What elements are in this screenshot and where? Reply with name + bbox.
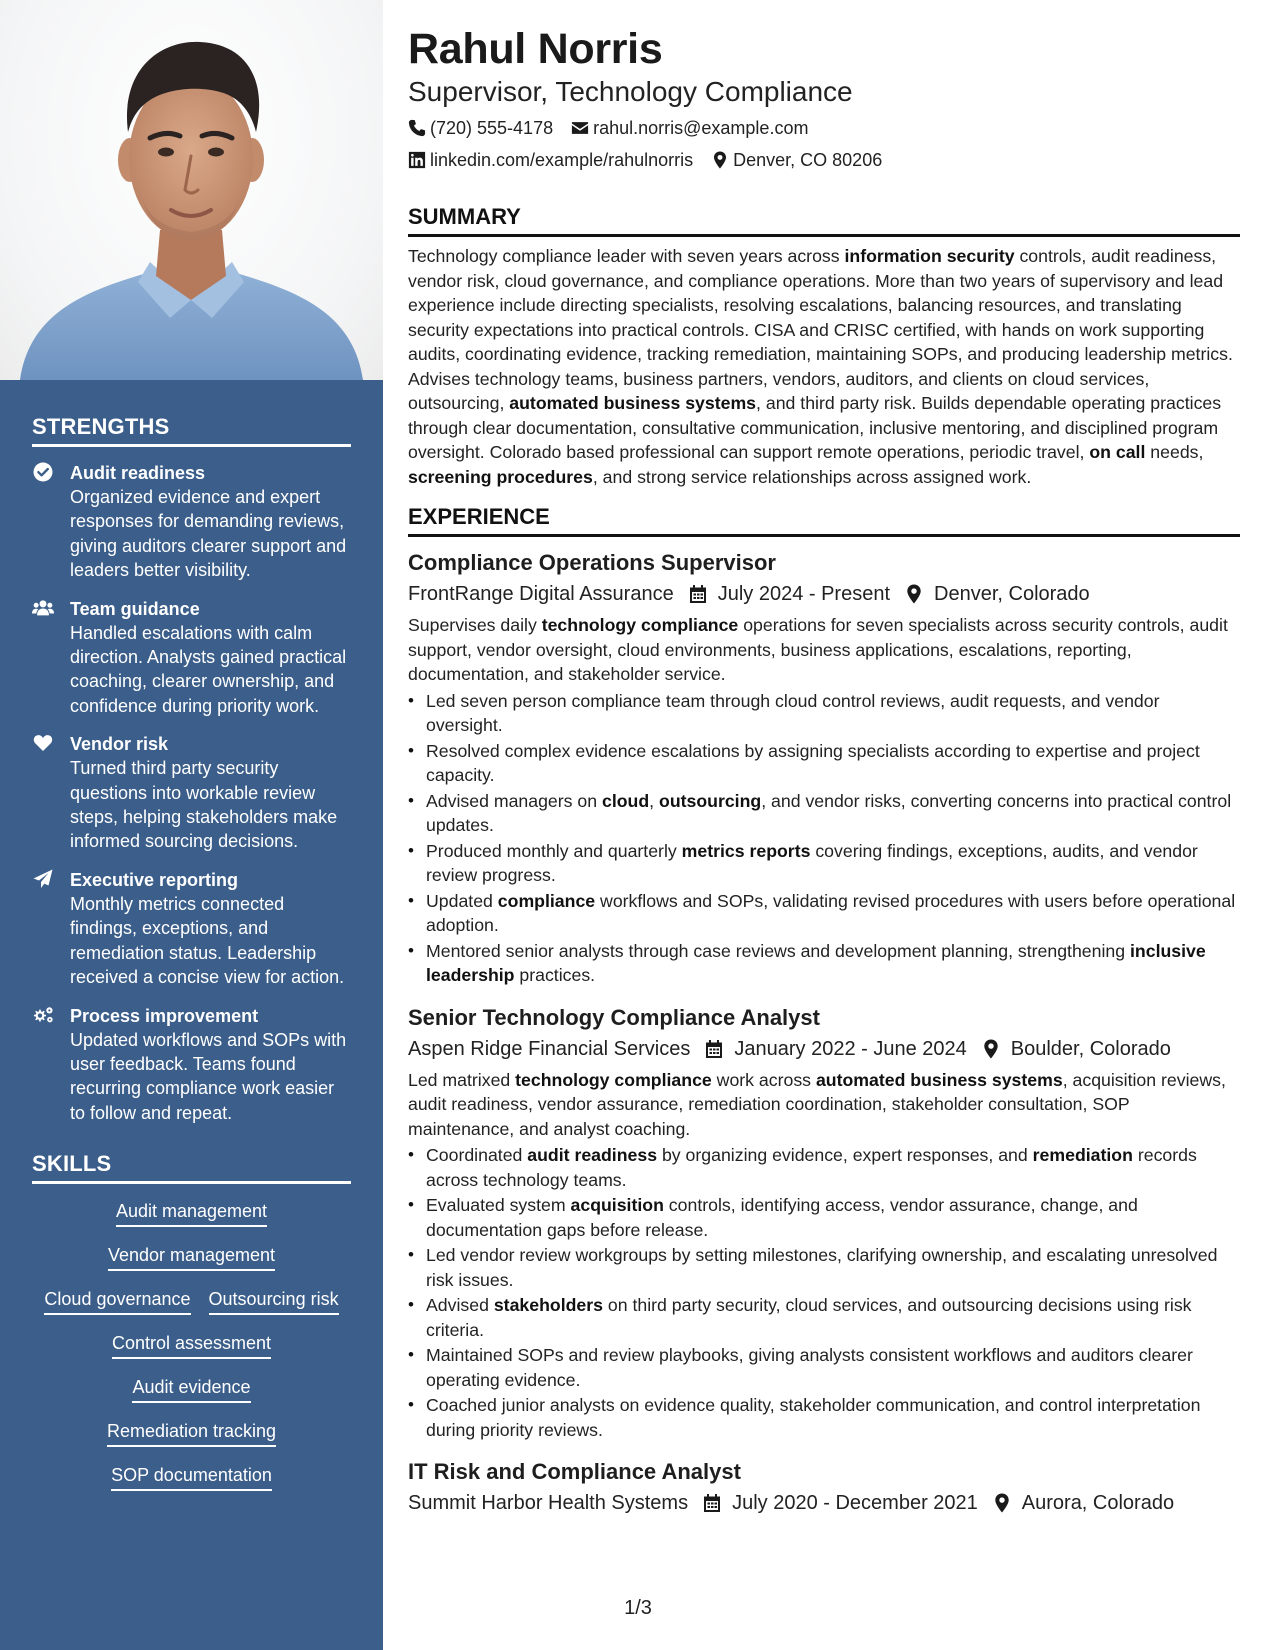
bullet-text: Evaluated system: [426, 1195, 571, 1215]
bullet-item: [408, 739, 1240, 788]
bullet-text: Maintained SOPs and review playbooks, giving analysts consistent workflows and auditors clearer operating evidence.: [426, 1345, 1193, 1390]
bullet-text: Led vendor review workgroups by setting milestones, clarifying ownership, and escalating unresolved risk issues.: [426, 1245, 1218, 1290]
paper-plane-icon: [32, 868, 70, 990]
summary-part: Technology compliance leader with seven years across: [408, 246, 845, 266]
bullet-text: Produced monthly and quarterly: [426, 840, 682, 861]
contact-row: [408, 115, 1240, 141]
bullet-text: covering findings, exceptions, audits, and vendor review progress.: [426, 840, 1198, 885]
skill-tag: Audit management: [116, 1199, 267, 1227]
skills-list: [32, 1192, 351, 1500]
skill-tag: Outsourcing risk: [209, 1287, 339, 1315]
summary-heading: SUMMARY: [408, 203, 1240, 237]
skills-heading: SKILLS: [32, 1151, 351, 1184]
job-location: [992, 1489, 1174, 1517]
job-meta: [408, 1489, 1240, 1517]
desc-part: Led matrixed: [408, 1069, 516, 1090]
bullet-text: practices.: [514, 965, 596, 985]
summary-keyword: on call: [1089, 442, 1146, 462]
bullet-item: [408, 1393, 1240, 1442]
job-dates: [704, 1035, 966, 1063]
job-location-text: Boulder, Colorado: [1010, 1037, 1171, 1060]
bullet-text: controls, identifying access, vendor assurance, change, and documentation gaps before release.: [426, 1195, 1138, 1240]
bullet-text: Mentored senior analysts through case reviews and development planning, strengthening: [426, 940, 1131, 961]
strength-desc: Turned third party security questions into workable review steps, helping stakeholders make informed sourcing decisions.: [70, 758, 338, 852]
bullet-text: Updated: [426, 890, 498, 911]
desc-keyword: technology compliance: [515, 1069, 712, 1090]
bullet-text: Led seven person compliance team through cloud control reviews, audit requests, and vendor oversight.: [426, 690, 1160, 735]
bullet-keyword: outsourcing: [659, 790, 762, 811]
desc-part: Supervises daily: [408, 615, 542, 635]
job-entry: [408, 1458, 1240, 1517]
job-dates-text: July 2020 - December 2021: [732, 1492, 978, 1514]
strength-item: [32, 1004, 351, 1126]
bullet-keyword: audit readiness: [527, 1145, 658, 1165]
skill-tag: Remediation tracking: [107, 1419, 276, 1447]
job-dates-text: January 2022 - June 2024: [734, 1037, 967, 1060]
skill-tag: SOP documentation: [111, 1463, 272, 1491]
strength-desc: Handled escalations with calm direction. Analysts gained practical coaching, clearer ownership, and confidence during priority work.: [70, 622, 347, 716]
summary-part: controls, audit readiness, vendor risk, cloud governance, and compliance operations. More than two years of supervisory and lead experience include directing specialists, resolving escalations, balancing resources, and translating security expectations into practical controls. CISA and CRISC certified, with hands on work supporting audits, coordinating evidence, tracking remediation, maintaining SOPs, and producing leadership metrics. Advises technology teams, business partners, vendors, auditors, and clients on cloud services, outsourcing,: [408, 246, 1233, 413]
phone-number: (720) 555-4178: [430, 118, 554, 138]
job-meta: [408, 580, 1240, 608]
job-dates-text: July 2024 - Present: [717, 583, 891, 605]
sidebar-content: [32, 380, 351, 1500]
linkedin-icon: [408, 151, 430, 169]
job-entry: [408, 549, 1240, 988]
skill-tag: Audit evidence: [132, 1375, 250, 1403]
summary-part: , and third party risk. Builds dependable operating practices through clear documentation, consultative communication, inclusive mentoring, and disciplined program oversight. Colorado based professional can support remote operations, periodic travel,: [408, 393, 1222, 462]
bullet-text: , and vendor risks, converting concerns into practical control updates.: [426, 790, 1232, 835]
bullet-item: [408, 1293, 1240, 1342]
bullet-item: [408, 1143, 1240, 1192]
calendar-icon: [688, 584, 718, 604]
company-name: Aspen Ridge Financial Services: [408, 1037, 691, 1060]
bullet-item: [408, 1243, 1240, 1292]
job-title: Senior Technology Compliance Analyst: [408, 1004, 820, 1030]
linkedin-url: linkedin.com/example/rahulnorris: [430, 150, 694, 170]
map-marker-icon: [904, 584, 934, 604]
job-title: Compliance Operations Supervisor: [408, 550, 776, 575]
job-title: IT Risk and Compliance Analyst: [408, 1459, 741, 1484]
bullet-item: [408, 789, 1240, 838]
strength-title: Audit readiness: [70, 463, 206, 483]
bullet-text: Resolved complex evidence escalations by assigning specialists according to expertise and project capacity.: [426, 740, 1200, 785]
bullet-keyword: inclusive leadership: [426, 940, 1206, 985]
page-number: 1/3: [624, 1597, 652, 1619]
bullet-text: Advised managers on: [426, 790, 602, 811]
portrait-illustration: [0, 0, 383, 380]
skill-tag: Control assessment: [112, 1331, 271, 1359]
summary-text: [408, 244, 1240, 489]
bullet-text: by organizing evidence, expert responses, and: [657, 1145, 1033, 1165]
strength-item: [32, 868, 351, 990]
summary-keyword: screening procedures: [408, 466, 593, 487]
bullet-text: workflows and SOPs, validating revised procedures with users before operational adoption.: [426, 890, 1236, 935]
job-description: [408, 1068, 1240, 1142]
job-description: [408, 613, 1240, 687]
sidebar: [0, 0, 383, 1650]
main-content: [408, 24, 1240, 1517]
desc-part: work across: [711, 1069, 816, 1090]
strength-title: Team guidance: [70, 598, 200, 619]
bullet-item: [408, 889, 1240, 938]
strength-item: [32, 461, 351, 583]
map-marker-icon: [711, 151, 733, 169]
job-location-text: Denver, Colorado: [934, 583, 1090, 605]
desc-part: operations for seven specialists across security controls, audit support, vendor oversight, cloud environments, business applications, escalations, reporting, documentation, and stakeholder service.: [408, 615, 1228, 684]
strength-title: Process improvement: [70, 1005, 259, 1026]
bullet-keyword: compliance: [497, 890, 596, 911]
bullet-keyword: remediation: [1032, 1145, 1133, 1165]
bullet-keyword: metrics reports: [681, 840, 811, 861]
users-icon: [32, 597, 70, 719]
job-entry: [408, 1004, 1240, 1443]
strength-title: Vendor risk: [70, 734, 169, 755]
strength-title: Executive reporting: [70, 869, 239, 890]
summary-keyword: automated business systems: [509, 393, 757, 413]
candidate-role: Supervisor, Technology Compliance: [408, 76, 853, 107]
email-contact[interactable]: [571, 115, 808, 141]
map-marker-icon: [992, 1493, 1022, 1513]
candidate-name: Rahul Norris: [408, 25, 663, 73]
bullet-text: Coached junior analysts on evidence quality, stakeholder communication, and control interpretation during priority reviews.: [426, 1395, 1201, 1440]
strength-desc: Organized evidence and expert responses for demanding reviews, giving auditors clearer support and leaders better visibility.: [70, 487, 347, 581]
bullet-keyword: stakeholders: [493, 1295, 603, 1315]
bullet-text: Coordinated: [426, 1145, 528, 1165]
phone-icon: [408, 119, 430, 137]
linkedin-contact[interactable]: [408, 147, 693, 173]
job-dates: [688, 580, 890, 608]
calendar-icon: [702, 1493, 732, 1513]
bullet-text: records across technology teams.: [426, 1145, 1197, 1190]
job-meta: [408, 1035, 1240, 1063]
bullet-keyword: cloud: [602, 790, 650, 811]
desc-part: , acquisition reviews, audit readiness, vendor assurance, remediation coordination, stakeholder consultation, SOP maintenance, and analyst coaching.: [408, 1069, 1226, 1139]
skill-tag: Vendor management: [108, 1243, 275, 1271]
job-location: [904, 580, 1090, 608]
job-bullets: [408, 689, 1240, 988]
bullet-item: [408, 689, 1240, 738]
location-text: Denver, CO 80206: [733, 150, 883, 170]
job-location-text: Aurora, Colorado: [1021, 1492, 1175, 1514]
map-marker-icon: [981, 1039, 1011, 1059]
contact-row: [408, 147, 1240, 173]
location-contact: [711, 147, 882, 173]
bullet-item: [408, 1343, 1240, 1392]
skill-tag: Cloud governance: [44, 1287, 190, 1315]
job-location: [981, 1035, 1171, 1063]
calendar-icon: [704, 1039, 734, 1059]
desc-keyword: automated business systems: [815, 1069, 1063, 1090]
bullet-item: [408, 1193, 1240, 1242]
summary-keyword: information security: [844, 246, 1015, 266]
email-address: rahul.norris@example.com: [593, 118, 809, 138]
envelope-icon: [571, 119, 593, 137]
bullet-item: [408, 839, 1240, 888]
heart-icon: [32, 732, 70, 854]
job-dates: [702, 1489, 978, 1517]
bullet-keyword: acquisition: [570, 1195, 664, 1215]
strengths-heading: STRENGTHS: [32, 414, 351, 447]
profile-photo: [0, 0, 383, 380]
strength-desc: Monthly metrics connected findings, exceptions, and remediation status. Leadership received a concise view for action.: [70, 893, 345, 988]
bullet-text: Advised: [426, 1295, 494, 1315]
bullet-text: on third party security, cloud services, and outsourcing decisions using risk criteria.: [426, 1295, 1192, 1340]
phone-contact[interactable]: [408, 115, 553, 141]
gears-icon: [32, 1004, 70, 1126]
desc-keyword: technology compliance: [541, 615, 739, 635]
company-name: FrontRange Digital Assurance: [408, 583, 674, 605]
bullet-item: [408, 939, 1240, 988]
strength-item: [32, 597, 351, 719]
company-name: Summit Harbor Health Systems: [408, 1492, 689, 1514]
check-circle-icon: [32, 461, 70, 583]
bullet-text: ,: [649, 790, 660, 811]
job-bullets: [408, 1143, 1240, 1442]
strength-desc: Updated workflows and SOPs with user feedback. Teams found recurring compliance work easier to follow and repeat.: [70, 1029, 347, 1123]
experience-heading: EXPERIENCE: [408, 503, 1240, 537]
strength-item: [32, 732, 351, 854]
summary-part: , and strong service relationships across assigned work.: [592, 466, 1032, 487]
summary-part: needs,: [1145, 442, 1204, 462]
